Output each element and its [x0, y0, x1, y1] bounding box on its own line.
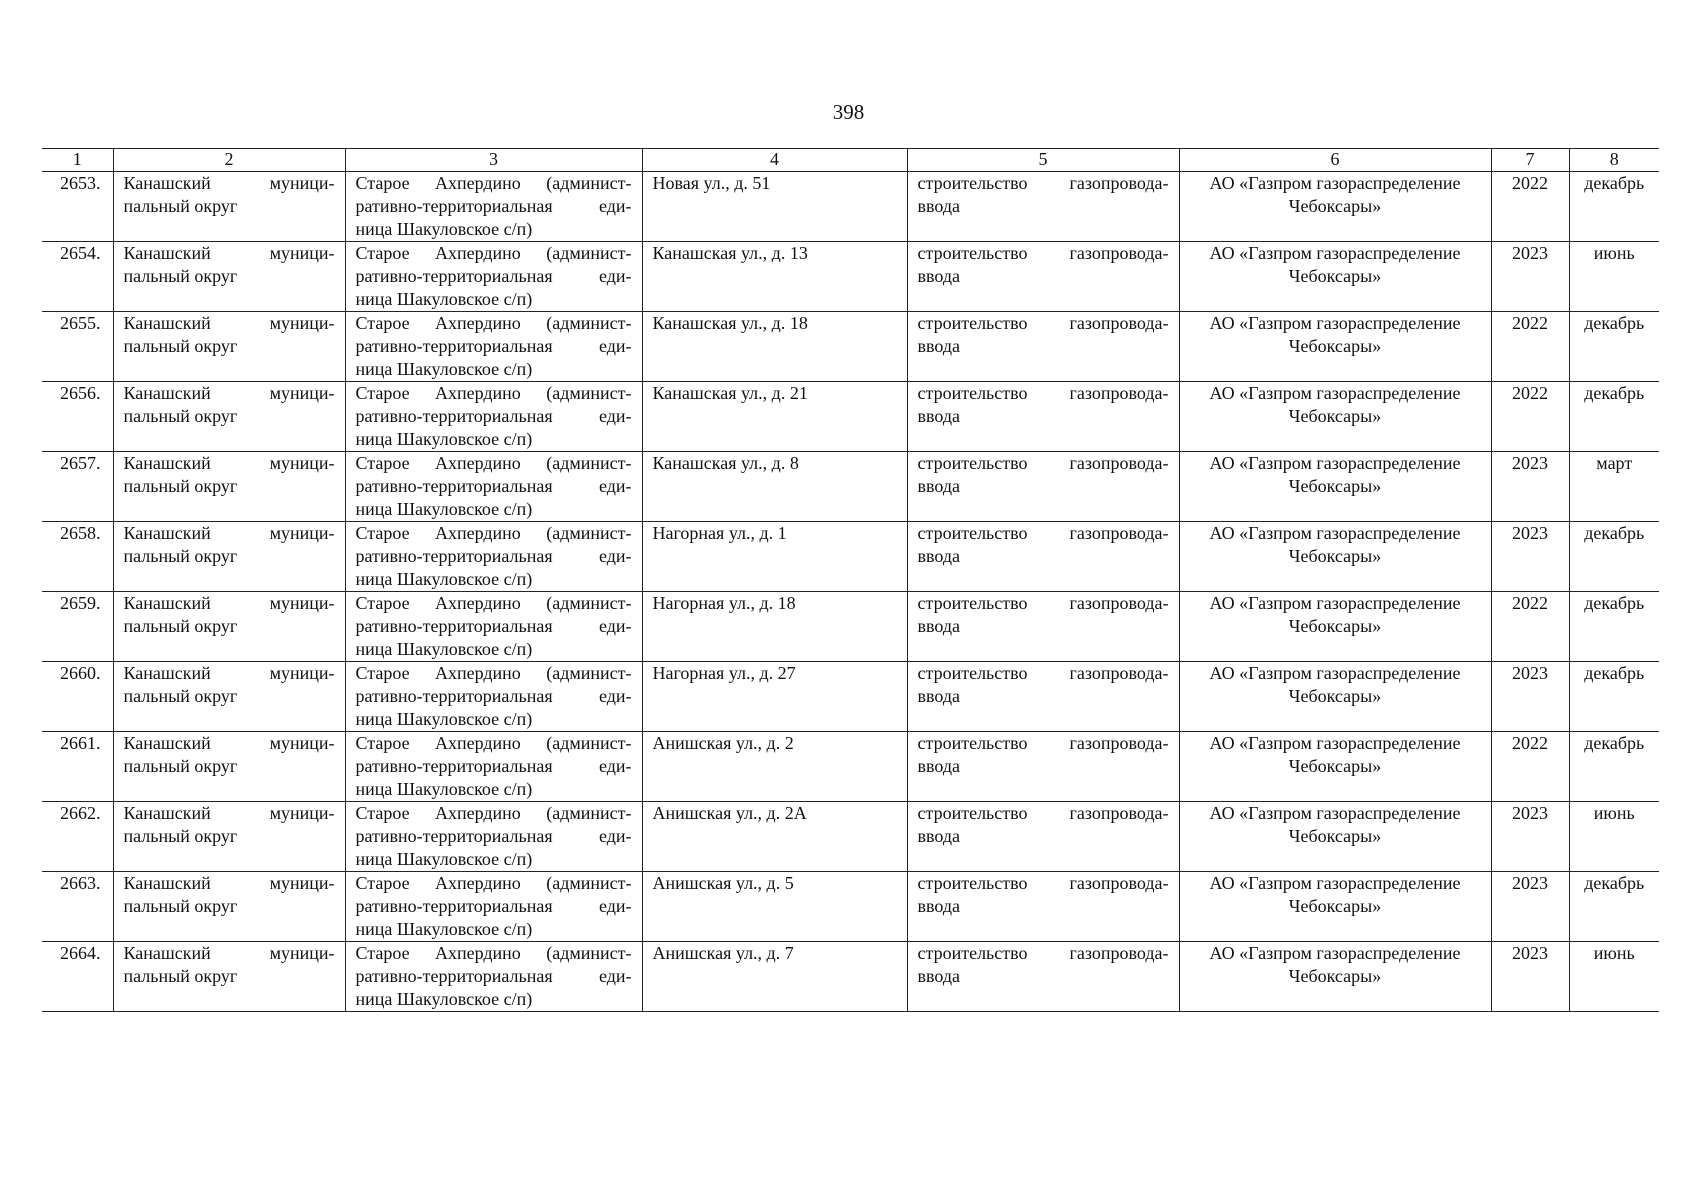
organization-cell	[1179, 872, 1491, 942]
district-cell	[113, 452, 345, 522]
address-cell	[642, 522, 907, 592]
organization-cell	[1179, 732, 1491, 802]
organization-line: Чебоксары»	[1288, 266, 1382, 286]
row-number-text: 2663.	[60, 873, 101, 893]
row-number	[42, 662, 113, 732]
work-type-line: ввода	[917, 966, 961, 986]
address-text: Канашская ул., д. 13	[652, 243, 808, 263]
locality-line: ница Шакуловское с/п)	[355, 709, 533, 729]
address-text: Нагорная ул., д. 1	[652, 523, 787, 543]
work-type-line: строительство газопровода-	[917, 873, 1169, 893]
district-line: пальный округ	[123, 616, 238, 636]
district-line: Канашский муници-	[123, 943, 335, 963]
address-cell	[642, 802, 907, 872]
locality-line: Старое Ахпердино (админист-	[355, 803, 632, 823]
address-text: Нагорная ул., д. 18	[652, 593, 796, 613]
locality-line: ница Шакуловское с/п)	[355, 499, 533, 519]
district-line: пальный округ	[123, 266, 238, 286]
month-cell	[1569, 942, 1659, 1012]
district-line: Канашский муници-	[123, 593, 335, 613]
row-number	[42, 592, 113, 662]
column-header: 8	[1569, 149, 1659, 172]
year-cell	[1491, 802, 1569, 872]
locality-line: Старое Ахпердино (админист-	[355, 943, 632, 963]
work-type-line: ввода	[917, 616, 961, 636]
organization-line: Чебоксары»	[1288, 546, 1382, 566]
locality-cell	[345, 452, 642, 522]
year-text: 2022	[1512, 593, 1548, 613]
row-number	[42, 172, 113, 242]
address-text: Анишская ул., д. 7	[652, 943, 794, 963]
locality-line: ративно-территориальная еди-	[355, 406, 632, 426]
address-text: Новая ул., д. 51	[652, 173, 771, 193]
work-type-line: ввода	[917, 266, 961, 286]
header-row	[42, 149, 1659, 172]
month-text: декабрь	[1584, 733, 1645, 753]
locality-cell	[345, 662, 642, 732]
organization-line: Чебоксары»	[1288, 756, 1382, 776]
locality-line: ративно-территориальная еди-	[355, 546, 632, 566]
work-type-line: ввода	[917, 476, 961, 496]
organization-cell	[1179, 242, 1491, 312]
organization-cell	[1179, 172, 1491, 242]
organization-cell	[1179, 802, 1491, 872]
table-row	[42, 172, 1659, 242]
locality-line: ница Шакуловское с/п)	[355, 779, 533, 799]
month-text: декабрь	[1584, 383, 1645, 403]
locality-line: Старое Ахпердино (админист-	[355, 313, 632, 333]
locality-line: ница Шакуловское с/п)	[355, 849, 533, 869]
table-row	[42, 872, 1659, 942]
row-number-text: 2655.	[60, 313, 101, 333]
district-cell	[113, 802, 345, 872]
locality-line: ница Шакуловское с/п)	[355, 289, 533, 309]
address-cell	[642, 382, 907, 452]
work-type-line: строительство газопровода-	[917, 243, 1169, 263]
locality-line: ница Шакуловское с/п)	[355, 639, 533, 659]
organization-line: АО «Газпром газораспределение	[1209, 523, 1461, 543]
district-cell	[113, 312, 345, 382]
column-header: 5	[907, 149, 1179, 172]
work-type-cell	[907, 382, 1179, 452]
locality-cell	[345, 172, 642, 242]
month-text: июнь	[1593, 943, 1635, 963]
work-type-line: ввода	[917, 896, 961, 916]
district-cell	[113, 382, 345, 452]
year-cell	[1491, 872, 1569, 942]
locality-cell	[345, 802, 642, 872]
work-type-line: ввода	[917, 196, 961, 216]
table-row	[42, 522, 1659, 592]
page-number: 398	[832, 100, 865, 124]
locality-line: Старое Ахпердино (админист-	[355, 663, 632, 683]
column-header: 2	[113, 149, 345, 172]
organization-cell	[1179, 942, 1491, 1012]
work-type-line: строительство газопровода-	[917, 453, 1169, 473]
locality-cell	[345, 382, 642, 452]
locality-line: ница Шакуловское с/п)	[355, 919, 533, 939]
month-cell	[1569, 662, 1659, 732]
locality-line: Старое Ахпердино (админист-	[355, 453, 632, 473]
table-row	[42, 452, 1659, 522]
row-number-text: 2660.	[60, 663, 101, 683]
month-text: декабрь	[1584, 873, 1645, 893]
table-header	[42, 149, 1659, 172]
address-cell	[642, 732, 907, 802]
locality-line: ративно-территориальная еди-	[355, 616, 632, 636]
district-line: пальный округ	[123, 686, 238, 706]
organization-line: АО «Газпром газораспределение	[1209, 243, 1461, 263]
table-body	[42, 172, 1659, 1012]
row-number-text: 2662.	[60, 803, 101, 823]
address-text: Канашская ул., д. 8	[652, 453, 799, 473]
row-number-text: 2654.	[60, 243, 101, 263]
row-number	[42, 312, 113, 382]
organization-line: АО «Газпром газораспределение	[1209, 173, 1461, 193]
year-text: 2022	[1512, 173, 1548, 193]
month-cell	[1569, 802, 1659, 872]
row-number	[42, 872, 113, 942]
work-type-cell	[907, 872, 1179, 942]
row-number-text: 2661.	[60, 733, 101, 753]
organization-line: Чебоксары»	[1288, 476, 1382, 496]
district-line: Канашский муници-	[123, 523, 335, 543]
organization-line: АО «Газпром газораспределение	[1209, 313, 1461, 333]
table-row	[42, 382, 1659, 452]
locality-line: ративно-территориальная еди-	[355, 476, 632, 496]
row-number-text: 2656.	[60, 383, 101, 403]
table-row	[42, 592, 1659, 662]
month-text: декабрь	[1584, 593, 1645, 613]
address-cell	[642, 592, 907, 662]
organization-cell	[1179, 382, 1491, 452]
year-text: 2022	[1512, 383, 1548, 403]
work-type-line: строительство газопровода-	[917, 663, 1169, 683]
row-number-text: 2659.	[60, 593, 101, 613]
year-text: 2023	[1512, 803, 1548, 823]
row-number	[42, 382, 113, 452]
locality-cell	[345, 312, 642, 382]
year-text: 2023	[1512, 943, 1548, 963]
address-text: Анишская ул., д. 2А	[652, 803, 807, 823]
month-cell	[1569, 522, 1659, 592]
locality-line: ративно-территориальная еди-	[355, 756, 632, 776]
district-cell	[113, 732, 345, 802]
organization-line: АО «Газпром газораспределение	[1209, 873, 1461, 893]
work-type-cell	[907, 592, 1179, 662]
district-cell	[113, 662, 345, 732]
year-cell	[1491, 522, 1569, 592]
district-line: пальный округ	[123, 406, 238, 426]
month-text: декабрь	[1584, 313, 1645, 333]
locality-line: Старое Ахпердино (админист-	[355, 383, 632, 403]
work-type-line: строительство газопровода-	[917, 313, 1169, 333]
work-type-line: ввода	[917, 686, 961, 706]
month-cell	[1569, 452, 1659, 522]
work-type-cell	[907, 522, 1179, 592]
organization-line: АО «Газпром газораспределение	[1209, 663, 1461, 683]
organization-line: АО «Газпром газораспределение	[1209, 733, 1461, 753]
work-type-line: строительство газопровода-	[917, 523, 1169, 543]
year-text: 2023	[1512, 523, 1548, 543]
work-type-cell	[907, 312, 1179, 382]
row-number	[42, 802, 113, 872]
district-line: Канашский муници-	[123, 873, 335, 893]
district-line: пальный округ	[123, 336, 238, 356]
locality-line: ративно-территориальная еди-	[355, 966, 632, 986]
district-cell	[113, 872, 345, 942]
locality-cell	[345, 872, 642, 942]
table-row	[42, 312, 1659, 382]
locality-line: ративно-территориальная еди-	[355, 266, 632, 286]
locality-line: ница Шакуловское с/п)	[355, 569, 533, 589]
work-type-line: ввода	[917, 406, 961, 426]
locality-line: Старое Ахпердино (админист-	[355, 733, 632, 753]
organization-cell	[1179, 312, 1491, 382]
address-text: Нагорная ул., д. 27	[652, 663, 796, 683]
work-type-line: ввода	[917, 826, 961, 846]
locality-line: ративно-территориальная еди-	[355, 336, 632, 356]
organization-cell	[1179, 522, 1491, 592]
table-row	[42, 242, 1659, 312]
locality-line: Старое Ахпердино (админист-	[355, 593, 632, 613]
district-cell	[113, 592, 345, 662]
work-type-line: строительство газопровода-	[917, 383, 1169, 403]
year-cell	[1491, 242, 1569, 312]
month-text: март	[1596, 453, 1633, 473]
district-line: пальный округ	[123, 476, 238, 496]
work-type-cell	[907, 242, 1179, 312]
locality-line: ративно-территориальная еди-	[355, 826, 632, 846]
work-type-line: ввода	[917, 756, 961, 776]
year-cell	[1491, 382, 1569, 452]
locality-cell	[345, 592, 642, 662]
locality-line: ница Шакуловское с/п)	[355, 219, 533, 239]
locality-line: ративно-территориальная еди-	[355, 196, 632, 216]
locality-line: Старое Ахпердино (админист-	[355, 173, 632, 193]
locality-cell	[345, 942, 642, 1012]
address-cell	[642, 312, 907, 382]
work-type-cell	[907, 172, 1179, 242]
column-header: 1	[42, 149, 113, 172]
year-text: 2022	[1512, 313, 1548, 333]
organization-line: Чебоксары»	[1288, 406, 1382, 426]
district-cell	[113, 522, 345, 592]
address-cell	[642, 662, 907, 732]
district-cell	[113, 172, 345, 242]
district-line: пальный округ	[123, 896, 238, 916]
organization-line: Чебоксары»	[1288, 616, 1382, 636]
district-line: Канашский муници-	[123, 803, 335, 823]
district-cell	[113, 242, 345, 312]
address-cell	[642, 942, 907, 1012]
work-type-line: строительство газопровода-	[917, 803, 1169, 823]
address-cell	[642, 452, 907, 522]
month-cell	[1569, 382, 1659, 452]
district-line: пальный округ	[123, 966, 238, 986]
locality-line: ница Шакуловское с/п)	[355, 429, 533, 449]
district-line: Канашский муници-	[123, 453, 335, 473]
locality-line: Старое Ахпердино (админист-	[355, 243, 632, 263]
row-number	[42, 522, 113, 592]
month-text: декабрь	[1584, 523, 1645, 543]
organization-line: АО «Газпром газораспределение	[1209, 803, 1461, 823]
address-cell	[642, 242, 907, 312]
column-header: 6	[1179, 149, 1491, 172]
year-cell	[1491, 662, 1569, 732]
district-line: пальный округ	[123, 756, 238, 776]
work-type-cell	[907, 942, 1179, 1012]
row-number-text: 2657.	[60, 453, 101, 473]
locality-line: Старое Ахпердино (админист-	[355, 873, 632, 893]
registry-table	[42, 148, 1659, 1012]
district-line: пальный округ	[123, 546, 238, 566]
organization-line: Чебоксары»	[1288, 966, 1382, 986]
table-row	[42, 732, 1659, 802]
work-type-line: ввода	[917, 546, 961, 566]
work-type-line: строительство газопровода-	[917, 593, 1169, 613]
locality-cell	[345, 242, 642, 312]
table-row	[42, 942, 1659, 1012]
work-type-line: строительство газопровода-	[917, 943, 1169, 963]
work-type-cell	[907, 732, 1179, 802]
district-line: Канашский муници-	[123, 733, 335, 753]
organization-line: Чебоксары»	[1288, 826, 1382, 846]
organization-cell	[1179, 662, 1491, 732]
locality-line: ница Шакуловское с/п)	[355, 359, 533, 379]
locality-line: ница Шакуловское с/п)	[355, 989, 533, 1009]
year-text: 2023	[1512, 663, 1548, 683]
row-number	[42, 452, 113, 522]
work-type-line: ввода	[917, 336, 961, 356]
organization-line: АО «Газпром газораспределение	[1209, 453, 1461, 473]
locality-cell	[345, 522, 642, 592]
year-text: 2023	[1512, 243, 1548, 263]
district-line: Канашский муници-	[123, 173, 335, 193]
district-line: Канашский муници-	[123, 313, 335, 333]
locality-line: ративно-территориальная еди-	[355, 896, 632, 916]
locality-line: Старое Ахпердино (админист-	[355, 523, 632, 543]
organization-line: АО «Газпром газораспределение	[1209, 383, 1461, 403]
row-number	[42, 242, 113, 312]
address-cell	[642, 172, 907, 242]
month-text: декабрь	[1584, 663, 1645, 683]
row-number-text: 2664.	[60, 943, 101, 963]
address-text: Анишская ул., д. 2	[652, 733, 794, 753]
column-header: 7	[1491, 149, 1569, 172]
organization-line: Чебоксары»	[1288, 336, 1382, 356]
month-cell	[1569, 872, 1659, 942]
year-cell	[1491, 172, 1569, 242]
organization-cell	[1179, 452, 1491, 522]
organization-line: АО «Газпром газораспределение	[1209, 943, 1461, 963]
work-type-line: строительство газопровода-	[917, 733, 1169, 753]
month-cell	[1569, 592, 1659, 662]
table-row	[42, 662, 1659, 732]
locality-line: ративно-территориальная еди-	[355, 686, 632, 706]
district-line: пальный округ	[123, 196, 238, 216]
district-cell	[113, 942, 345, 1012]
district-line: Канашский муници-	[123, 243, 335, 263]
year-cell	[1491, 312, 1569, 382]
organization-cell	[1179, 592, 1491, 662]
row-number	[42, 732, 113, 802]
month-cell	[1569, 732, 1659, 802]
year-text: 2022	[1512, 733, 1548, 753]
district-line: Канашский муници-	[123, 383, 335, 403]
work-type-line: строительство газопровода-	[917, 173, 1169, 193]
column-header: 3	[345, 149, 642, 172]
year-text: 2023	[1512, 453, 1548, 473]
row-number-text: 2653.	[60, 173, 101, 193]
locality-cell	[345, 732, 642, 802]
table-row	[42, 802, 1659, 872]
organization-line: Чебоксары»	[1288, 686, 1382, 706]
address-cell	[642, 872, 907, 942]
address-text: Канашская ул., д. 21	[652, 383, 808, 403]
month-cell	[1569, 172, 1659, 242]
work-type-cell	[907, 452, 1179, 522]
work-type-cell	[907, 802, 1179, 872]
district-line: Канашский муници-	[123, 663, 335, 683]
column-header: 4	[642, 149, 907, 172]
organization-line: Чебоксары»	[1288, 896, 1382, 916]
month-cell	[1569, 242, 1659, 312]
month-text: декабрь	[1584, 173, 1645, 193]
month-cell	[1569, 312, 1659, 382]
organization-line: Чебоксары»	[1288, 196, 1382, 216]
address-text: Анишская ул., д. 5	[652, 873, 794, 893]
month-text: июнь	[1593, 243, 1635, 263]
organization-line: АО «Газпром газораспределение	[1209, 593, 1461, 613]
month-text: июнь	[1593, 803, 1635, 823]
year-cell	[1491, 732, 1569, 802]
year-cell	[1491, 452, 1569, 522]
work-type-cell	[907, 662, 1179, 732]
district-line: пальный округ	[123, 826, 238, 846]
year-cell	[1491, 942, 1569, 1012]
row-number	[42, 942, 113, 1012]
year-text: 2023	[1512, 873, 1548, 893]
address-text: Канашская ул., д. 18	[652, 313, 808, 333]
year-cell	[1491, 592, 1569, 662]
row-number-text: 2658.	[60, 523, 101, 543]
